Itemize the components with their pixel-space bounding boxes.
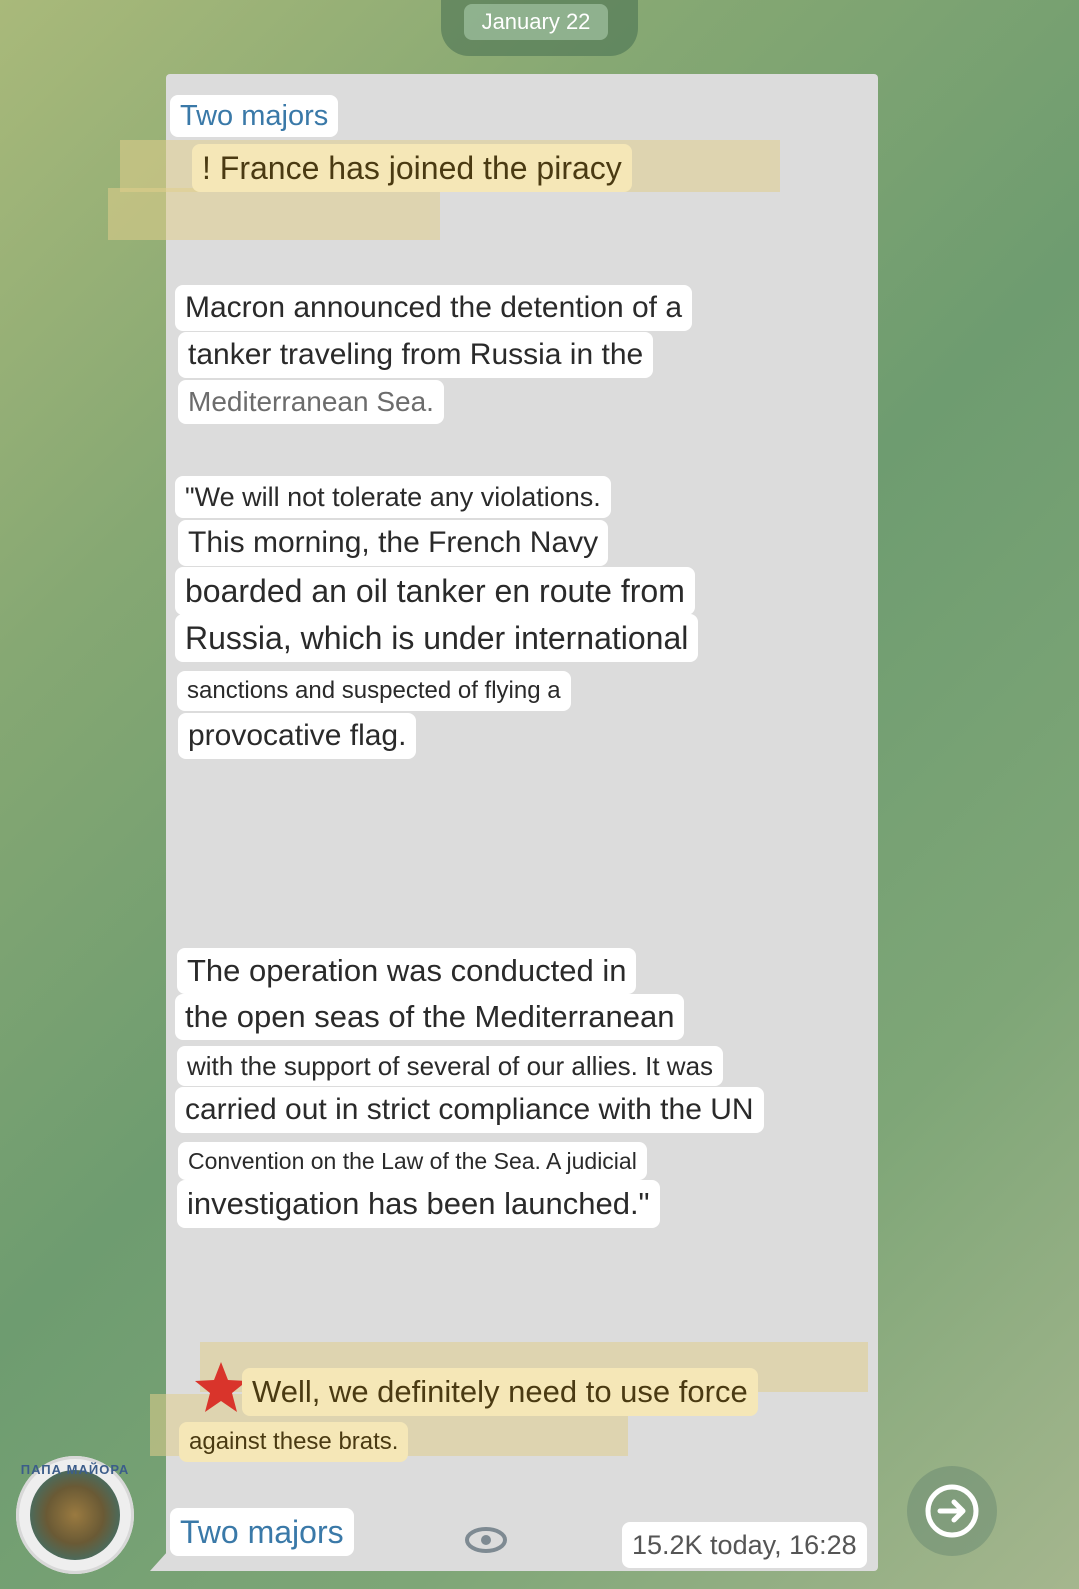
text-line: Russia, which is under international xyxy=(175,614,698,662)
text-line: investigation has been launched." xyxy=(177,1180,660,1228)
headline: ! France has joined the piracy xyxy=(192,144,632,192)
text-line: carried out in strict compliance with the UN xyxy=(175,1087,764,1133)
text-line: The operation was conducted in xyxy=(177,948,636,994)
text-line: the open seas of the Mediterranean xyxy=(175,994,684,1040)
header-author[interactable]: Two majors xyxy=(170,95,338,137)
comment-line: against these brats. xyxy=(179,1422,408,1462)
forward-arrow-icon xyxy=(907,1466,997,1556)
text-line: "We will not tolerate any violations. xyxy=(175,476,611,518)
text-line: Macron announced the detention of a xyxy=(175,285,692,331)
bubble-tail xyxy=(150,1551,168,1571)
eye-icon xyxy=(465,1527,507,1553)
text-line: This morning, the French Navy xyxy=(178,520,608,566)
avatar[interactable] xyxy=(16,1456,134,1574)
text-line: provocative flag. xyxy=(178,713,416,759)
text-line: boarded an oil tanker en route from xyxy=(175,567,695,615)
highlight-strip xyxy=(108,188,440,240)
avatar-text: ПАПА МАЙОРА xyxy=(20,1462,130,1477)
text-line: sanctions and suspected of flying a xyxy=(177,671,571,711)
comment-line: Well, we definitely need to use force xyxy=(242,1368,758,1416)
text-line: with the support of several of our allies. It was xyxy=(177,1046,723,1086)
red-star-icon xyxy=(193,1360,249,1416)
forward-button[interactable] xyxy=(907,1466,997,1556)
text-line: tanker traveling from Russia in the xyxy=(178,332,653,378)
text-line: Mediterranean Sea. xyxy=(178,380,444,424)
footer-author[interactable]: Two majors xyxy=(170,1508,354,1556)
avatar-emblem xyxy=(30,1470,120,1560)
date-label[interactable]: January 22 xyxy=(464,4,608,40)
views-time: 15.2K today, 16:28 xyxy=(622,1522,867,1568)
text-line: Convention on the Law of the Sea. A judicial xyxy=(178,1142,647,1180)
